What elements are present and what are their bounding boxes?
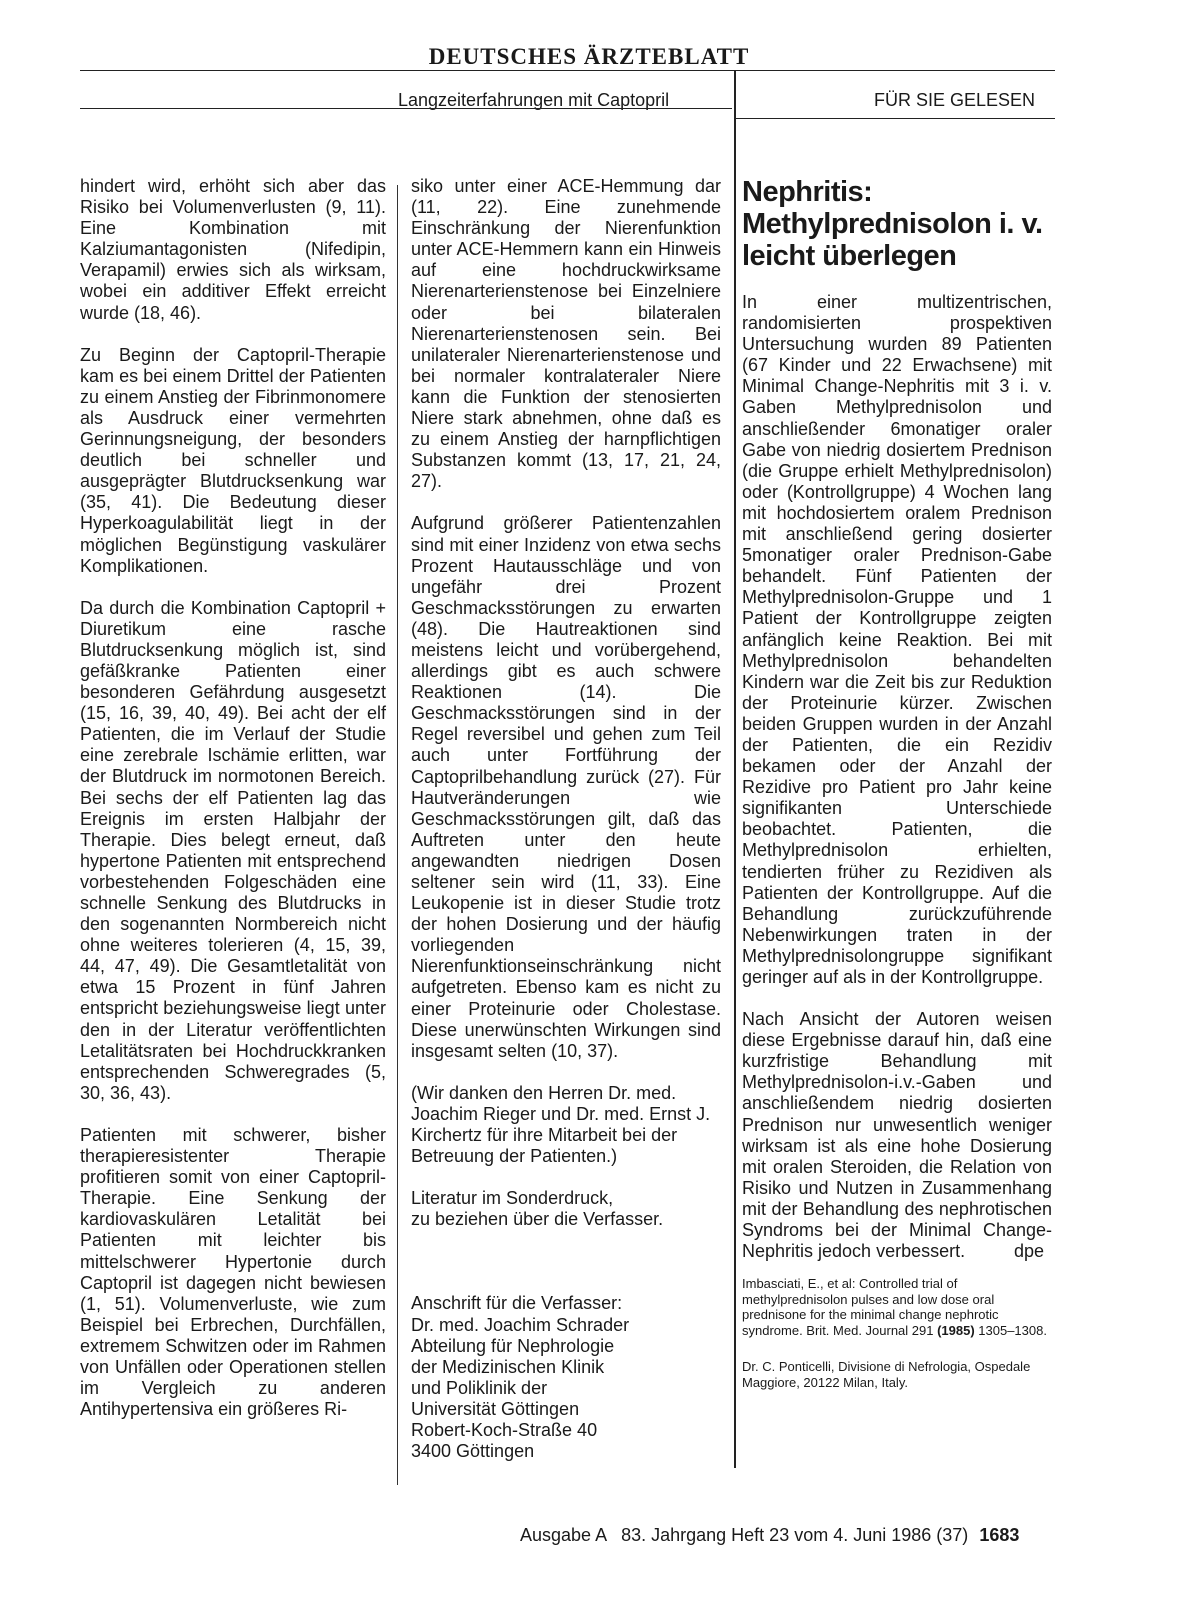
headline-line: leicht überlegen bbox=[742, 240, 957, 272]
address-line: Abteilung für Nephrologie bbox=[411, 1335, 615, 1356]
address-line: Universität Göttingen bbox=[411, 1398, 580, 1419]
section-label: FÜR SIE GELESEN bbox=[874, 90, 1036, 110]
paragraph: siko unter einer ACE-Hemmung dar (11, 22). Eine zunehmende Einschränkung der Nierenfunktion unter ACE-Hemmern kann ein Hinweis auf eine hochdruckwirksame Nierenarterienstenose bei Einzelniere oder bei bilateralen Nierenarterienstenosen sein. Bei unilateraler Nierenarterienstenose und bei normaler kontralateraler Niere kann die Funktion der stenosierten Niere stark abnehmen, ohne daß es zu einem Anstieg der harnpflichtigen Substanzen kommt (13, 17, 21, 24, 27). bbox=[411, 176, 721, 492]
paragraph: Da durch die Kombination Captopril + Diuretikum eine rasche Blutdrucksenkung möglich ist, sind gefäßkranke Patienten einer besonderen Gefährdung ausgesetzt (15, 16, 39, 40, 49). Bei acht der elf Patienten, die im Verlauf der Studie eine zerebrale Ischämie erlitten, war der Blutdruck im normotonen Bereich. Bei sechs der elf Patienten lag das Ereignis im ersten Halbjahr der Therapie. Dies belegt erneut, daß hypertone Patienten mit entsprechend vorbestehenden Folgeschäden eine schnelle Senkung des Blutdrucks in den sogenannten Normbereich nicht ohne weiteres tolerieren (4, 15, 39, 44, 47, 49). Die Gesamtletalität von etwa 15 Prozent in fünf Jahren entspricht beziehungsweise liegt unter den in der Literatur veröffentlichten Letalitätsraten bei Hochdruckkranken entsprechenden Schweregrades (5, 30, 36, 43). bbox=[80, 597, 386, 1103]
header-rule-left bbox=[80, 108, 732, 109]
reference-text: Imbasciati, E., et al: Controlled trial of methylprednisolon pulses and low dose oral prednisone for the minimal change nephrotic syndrome. Brit. Med. Journal 291 bbox=[742, 1276, 999, 1338]
reference-year: (1985) bbox=[937, 1322, 975, 1338]
paragraph: Patienten mit schwerer, bisher therapieresistenter Therapie profitieren somit von einer Captopril-Therapie. Eine Senkung der kardiovaskulären Letalität bei Patienten mit leichter bis mittelschwerer Hypertonie durch Captopril ist dagegen nicht bewiesen (1, 51). Volumenverluste, wie zum Beispiel bei Erbrechen, Durchfällen, extremem Schwitzen oder im Rahmen von Unfällen oder Operationen stellen im Vergleich zu anderen Antihypertensiva ein größeres Ri- bbox=[80, 1124, 386, 1420]
masthead: DEUTSCHES ÄRZTEBLATT bbox=[428, 44, 750, 69]
header-rule-right bbox=[736, 118, 1055, 119]
address-line: Dr. med. Joachim Schrader bbox=[411, 1314, 630, 1335]
section-divider bbox=[734, 70, 736, 1468]
paragraph: hindert wird, erhöht sich aber das Risiko bei Volumenverlusten (9, 11). Eine Kombination mit Kalziumantagonisten (Nifedipin, Verapamil) erwies sich als wirksam, wobei ein additiver Effekt erreicht wurde (18, 46). bbox=[80, 176, 386, 323]
running-title: Langzeiterfahrungen mit Captopril bbox=[398, 90, 670, 110]
address-line: Anschrift für die Verfasser: bbox=[411, 1293, 623, 1314]
affiliation: Dr. C. Ponticelli, Divisione di Nefrologia, Ospedale Maggiore, 20122 Milan, Italy. bbox=[742, 1359, 1031, 1390]
address-line: 3400 Göttingen bbox=[411, 1441, 535, 1462]
headline-line: Nephritis: bbox=[742, 176, 873, 208]
reference-pages: 1305–1308. bbox=[974, 1322, 1047, 1338]
acknowledgement: (Wir danken den Herren Dr. med. Joachim Rieger und Dr. med. Ernst J. Kirchertz für ihre Mitarbeit bei der Betreuung der Patienten.) bbox=[411, 1082, 711, 1167]
headline-line: Methylprednisolon i. v. bbox=[742, 208, 1043, 240]
literature-line: zu beziehen über die Verfasser. bbox=[411, 1209, 664, 1230]
column-2 bbox=[411, 176, 721, 1462]
page-number: 1683 bbox=[979, 1525, 1020, 1545]
page-footer bbox=[520, 1525, 1019, 1546]
reference bbox=[742, 1276, 1052, 1338]
address-line: der Medizinischen Klinik bbox=[411, 1356, 605, 1377]
literature-line: Literatur im Sonderdruck, bbox=[411, 1188, 614, 1209]
paragraph: Zu Beginn der Captopril-Therapie kam es bei einem Drittel der Patienten zu einem Anstieg der Fibrinmonomere als Ausdruck einer vermehrten Gerinnungsneigung, der besonders deutlich bei schneller und ausgeprägter Blutdrucksenkung war (35, 41). Die Bedeutung dieser Hyperkoagulabilität liegt in der möglichen Begünstigung vaskulärer Komplikationen. bbox=[80, 344, 386, 576]
column-1 bbox=[80, 176, 386, 1420]
author-address bbox=[411, 1293, 721, 1462]
signature: dpe bbox=[1013, 1241, 1044, 1262]
paragraph: In einer multizentrischen, randomisierten prospektiven Untersuchung wurden 89 Patienten (67 Kinder und 22 Erwachsene) mit Minimal Change-Nephritis mit 3 i. v. Gaben Methylprednisolon und anschließender 6monatiger oraler Gabe von niedrig dosiertem Prednison (die Gruppe erhielt Methylprednisolon) oder (Kontrollgruppe) 4 Wochen lang mit hochdosiertem oralem Prednison mit anschließend gering dosierter 5monatiger oraler Prednison-Gabe behandelt. Fünf Patienten der Methylprednisolon-Gruppe und 1 Patient der Kontrollgruppe zeigten anfänglich keine Reaktion. Bei mit Methylprednisolon behandelten Kindern war die Zeit bis zur Reduktion der Proteinurie kürzer. Zwischen beiden Gruppen wurden in der Anzahl der Patienten, die ein Rezidiv bekamen oder der Anzahl der Rezidive pro Patient pro Jahr keine signifikanten Unterschiede beobachtet. Patienten, die Methylprednisolon erhielten, tendierten früher zu Rezidiven als Patienten der Kontrollgruppe. Auf die Behandlung zurückzuführende Nebenwirkungen traten in der Methylprednisolongruppe signifikant geringer auf als in der Kontrollgruppe. bbox=[742, 292, 1052, 987]
address-line: Robert-Koch-Straße 40 bbox=[411, 1419, 598, 1440]
column-3 bbox=[742, 176, 1052, 1411]
address-line: und Poliklinik der bbox=[411, 1377, 548, 1398]
closing-paragraph bbox=[742, 1009, 1052, 1262]
paragraph: Aufgrund größerer Patientenzahlen sind mit einer Inzidenz von etwa sechs Prozent Hautausschläge und von ungefähr drei Prozent Geschmacksstörungen zu erwarten (48). Die Hautreaktionen sind meistens leicht und vorübergehend, allerdings gibt es auch schwere Reaktionen (14). Die Geschmacksstörungen sind in der Regel reversibel und gehen zum Teil auch unter Fortführung der Captoprilbehandlung zurück (27). Für Hautveränderungen wie Geschmacksstörungen gilt, daß das Auftreten unter den heute angewandten niedrigen Dosen seltener sein wird (11, 33). Eine Leukopenie ist in dieser Studie trotz der hohen Dosierung und der häufig vorliegenden Nierenfunktionseinschränkung nicht aufgetreten. Ebenso kam es nicht zu einer Proteinurie oder Cholestase. Diese unerwünschten Wirkungen sind insgesamt selten (10, 37). bbox=[411, 513, 721, 1061]
paragraph: Nach Ansicht der Autoren weisen diese Ergebnisse darauf hin, daß eine kurzfristige Behandlung mit Methylprednisolon-i.v.-Gaben und anschließendem niedrig dosierten Prednison nur unwesentlich weniger wirksam ist als eine hohe Dosierung mit oralen Steroiden, die Relation von Risiko und Nutzen in Zusammenhang mit der Behandlung des nephrotischen Syndroms bei der Minimal Change-Nephritis jedoch verbessert. bbox=[742, 1009, 1052, 1262]
article-headline bbox=[742, 176, 1052, 272]
column-divider bbox=[397, 185, 398, 1485]
masthead-rule bbox=[80, 70, 1055, 71]
literature-note bbox=[411, 1188, 721, 1230]
issue-info: Ausgabe A 83. Jahrgang Heft 23 vom 4. Juni 1986 (37) bbox=[520, 1525, 969, 1545]
